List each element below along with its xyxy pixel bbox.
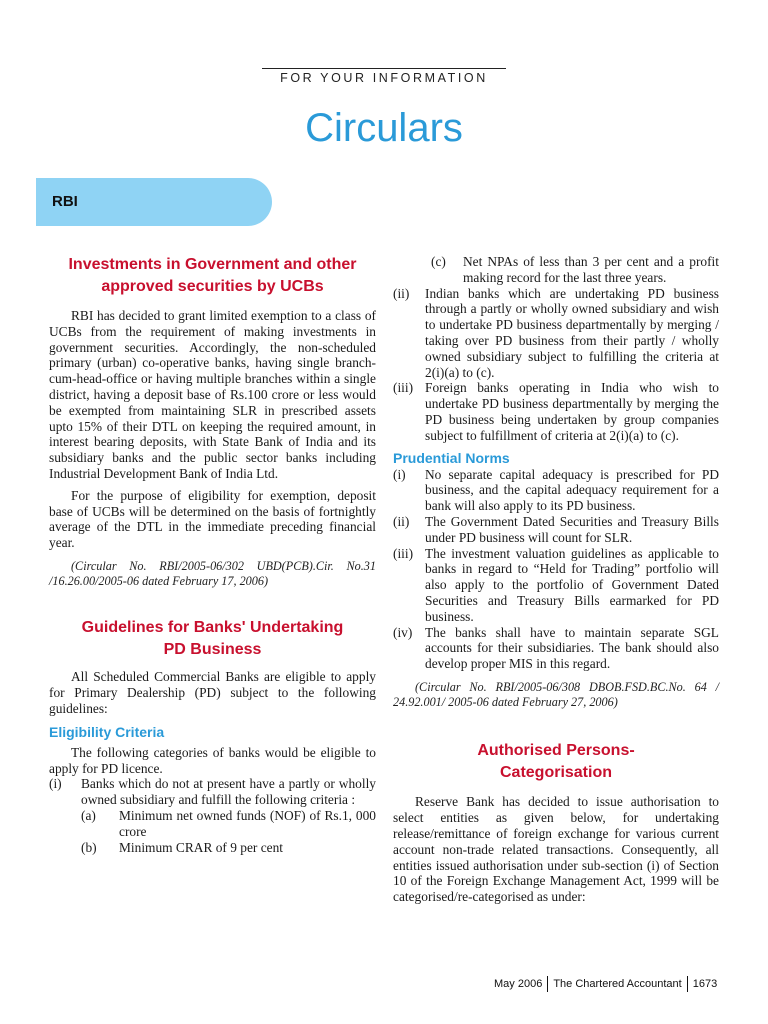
- subheading-eligibility: Eligibility Criteria: [49, 723, 165, 740]
- footer-publication: The Chartered Accountant: [553, 978, 682, 990]
- list-item: (c) Net NPAs of less than 3 per cent and a profit making record for the last three years.: [431, 254, 719, 285]
- page-title: Circulars: [305, 106, 463, 150]
- list-item: (ii) Indian banks which are undertaking PD business through a partly or wholly owned subsidiary and wish to undertake PD business departmentally by merging / taking over PD business from their partly / wholly owned subsidiary subject to fulfilling the criteria at 2(i)(a) to (c).: [393, 285, 719, 380]
- list-item: (iii) Foreign banks operating in India who wish to undertake PD business departmentally by merging the PD business being undertaken by group companies subject to fulfillment of criteria at 2(i)(a) to (c).: [393, 380, 719, 443]
- article-citation: (Circular No. RBI/2005-06/302 UBD(PCB).Cir. No.31 /16.26.00/2005-06 dated February 17, 2006): [49, 558, 376, 589]
- section-band: [36, 178, 272, 226]
- section-kicker: FOR YOUR INFORMATION: [262, 68, 506, 85]
- page-number: 1673: [692, 978, 718, 990]
- footer-date: May 2006: [494, 978, 543, 990]
- list-item: (i) Banks which do not at present have a partly or wholly owned subsidiary and fulfill the following criteria :: [49, 776, 376, 808]
- article-title-authorised: Authorised Persons-Categorisation: [477, 742, 635, 782]
- article-paragraph: RBI has decided to grant limited exemption to a class of UCBs from the requirement of making investments in government securities. Accordingly, the non-scheduled primary (urban) co-operative banks, having single branch-cum-head-office or having multiple branches within a single district, having a deposit base of Rs.100 crore or less would be exempted from maintaining SLR in prescribed assets upto 15% of their DTL on keeping the required amount, in interest bearing deposits, with State Bank of India and its subsidiary banks and the public sector banks including Industrial Development Bank of India Ltd.: [49, 308, 376, 481]
- article-paragraph: The following categories of banks would be eligible to apply for PD licence.: [49, 744, 376, 776]
- list-item: (i) No separate capital adequacy is prescribed for PD business, and the capital adequacy requirement for a bank will also apply to its PD business.: [393, 466, 719, 514]
- article-title-pd: Guidelines for Banks' Undertaking PD Business: [81, 619, 344, 659]
- list-item: (ii) The Government Dated Securities and Treasury Bills under PD business will count for SLR.: [393, 513, 719, 545]
- article-title-ucb: Investments in Government and other approved securities by UCBs: [68, 256, 357, 295]
- subheading-prudential: Prudential Norms: [393, 449, 510, 466]
- article-paragraph: Reserve Bank has decided to issue authorisation to select entities as given below, for undertaking release/remittance of foreign exchange for various current account non-trade related transactions. Consequently, all entities issued authorisation under sub-section (i) of Section 10 of the Foreign Exchange Management Act, 1999 will be categorised/re-categorised as under:: [393, 794, 719, 905]
- list-item: (a) Minimum net owned funds (NOF) of Rs.1, 000 crore: [81, 807, 376, 839]
- article-paragraph: All Scheduled Commercial Banks are eligible to apply for Primary Dealership (PD) subject to the following guidelines:: [49, 669, 376, 716]
- page-footer: [489, 976, 722, 992]
- section-label: RBI: [52, 193, 78, 210]
- left-column: [49, 254, 376, 855]
- article-paragraph: For the purpose of eligibility for exemption, deposit base of UCBs will be determined on the basis of fortnightly average of the DTL in the immediate preceding financial year.: [49, 487, 376, 551]
- right-column: [393, 254, 719, 905]
- list-item: (b) Minimum CRAR of 9 per cent: [81, 839, 284, 855]
- list-item: (iii) The investment valuation guidelines as applicable to banks in regard to “Held for Trading” portfolio will also apply to the portfolio of Government Dated Securities and Treasury Bills earmarked for PD business.: [393, 545, 719, 624]
- article-citation: (Circular No. RBI/2005-06/308 DBOB.FSD.BC.No. 64 / 24.92.001/ 2005-06 dated February 27, 2006): [393, 679, 719, 710]
- list-item: (iv) The banks shall have to maintain separate SGL accounts for their subsidiaries. The bank should also develop proper MIS in this regard.: [393, 624, 719, 672]
